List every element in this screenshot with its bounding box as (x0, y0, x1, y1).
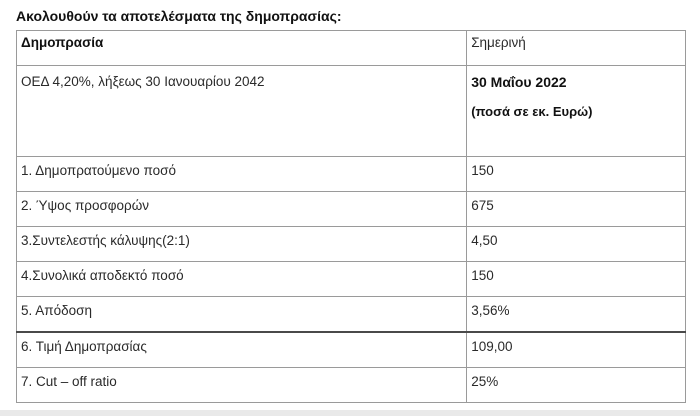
row-value-cell: 150 (467, 157, 686, 192)
table-row (17, 227, 686, 262)
intro-heading: Ακολουθούν τα αποτελέσματα της δημοπρασίας: (16, 8, 342, 24)
auction-date: 30 Μαΐου 2022 (471, 74, 567, 90)
row-value-cell: 4,50 (467, 227, 686, 262)
header-label-cell: Δημοπρασία (17, 31, 467, 66)
row-label-cell: 7. Cut – off ratio (17, 368, 467, 403)
amount-unit-note: (ποσά σε εκ. Ευρώ) (471, 104, 593, 119)
table-row (17, 157, 686, 192)
row-value-cell: 150 (467, 262, 686, 297)
table-row (17, 262, 686, 297)
row-label-cell: 4.Συνολικά αποδεκτό ποσό (17, 262, 467, 297)
table-row (17, 297, 686, 333)
auction-results-table (16, 30, 686, 403)
row-value-cell: 109,00 (467, 332, 686, 368)
bond-row (17, 66, 686, 157)
row-label-cell: 5. Απόδοση (17, 297, 467, 333)
bond-value-cell (467, 66, 686, 157)
page-bottom-divider (0, 410, 700, 416)
table-row (17, 192, 686, 227)
row-value-cell: 675 (467, 192, 686, 227)
row-label-cell: 1. Δημοπρατούμενο ποσό (17, 157, 467, 192)
row-label-cell: 2. Ύψος προσφορών (17, 192, 467, 227)
table-row (17, 368, 686, 403)
row-value-cell: 25% (467, 368, 686, 403)
row-value-cell: 3,56% (467, 297, 686, 333)
row-label-cell: 3.Συντελεστής κάλυψης(2:1) (17, 227, 467, 262)
header-value-cell: Σημερινή (467, 31, 686, 66)
bond-label-cell: ΟΕΔ 4,20%, λήξεως 30 Ιανουαρίου 2042 (17, 66, 467, 157)
table-header-row (17, 31, 686, 66)
row-label-cell: 6. Τιμή Δημοπρασίας (17, 332, 467, 368)
table-row (17, 332, 686, 368)
